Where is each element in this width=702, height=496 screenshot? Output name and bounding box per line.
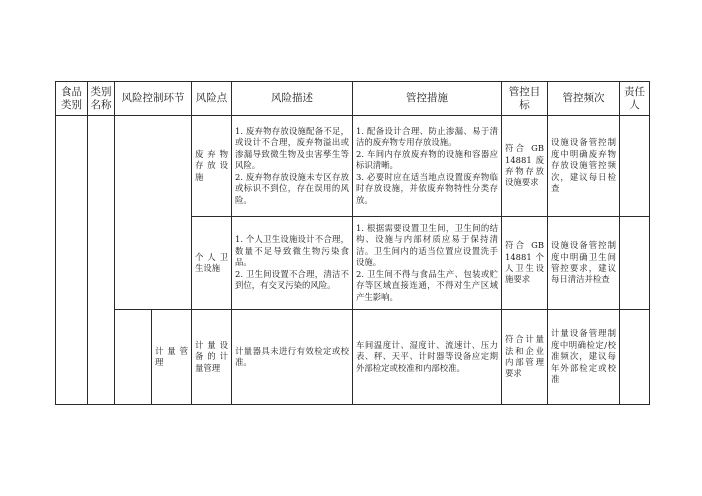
risk-description-cell	[232, 116, 353, 217]
control-frequency-cell: 计量设备管理制度中明确检定/校准频次，建议每年外部检定或校准	[548, 310, 620, 405]
header-control-target: 管控目标	[502, 82, 548, 116]
category-name-cell	[88, 116, 115, 405]
risk-description-cell	[232, 217, 353, 310]
control-measures-cell	[353, 116, 502, 217]
header-control-measures: 管控措施	[353, 82, 502, 116]
control-target-cell: 符合计量法和企业内部管理要求	[502, 310, 548, 405]
header-row	[56, 82, 650, 116]
header-responsible-person: 责任人	[620, 82, 650, 116]
measure-line: 车间温度计、湿度计、流速计、压力表、秤、天平、计时器等设备应定期外部检定或校准和内部校准。	[356, 339, 498, 373]
responsible-cell	[620, 116, 650, 217]
description-line: 计量器具未进行有效检定或校准。	[235, 345, 349, 367]
control-target-cell: 符合 GB 14881 废弃物存放设施要求	[502, 116, 548, 217]
control-frequency-cell: 设施设备管控制度中明确废弃物存放设施管控频次，建议每日检查	[548, 116, 620, 217]
measure-line: 2. 卫生间不得与食品生产、包装或贮存等区域直接连通，不得对生产区域产生影响。	[356, 268, 498, 302]
risk-control-table	[55, 81, 650, 405]
risk-link-cell	[115, 116, 192, 310]
table-row	[56, 310, 650, 405]
measure-line: 2. 车间内存放废弃物的设施和容器应标识清晰。	[356, 148, 498, 171]
responsible-cell	[620, 310, 650, 405]
header-risk-point: 风险点	[192, 82, 232, 116]
link-spacer-cell	[115, 310, 152, 405]
risk-link-cell: 计量管理	[152, 310, 192, 405]
header-control-frequency: 管控频次	[548, 82, 620, 116]
risk-point-cell: 个人卫生设施	[192, 217, 232, 310]
control-measures-cell	[353, 310, 502, 405]
description-line: 1. 个人卫生设施设计不合理，数量不足导致微生物污染食品。	[235, 234, 349, 268]
risk-point-cell: 计量设备的计量管理	[192, 310, 232, 405]
description-line: 2. 废弃物存放设施未专区存放或标识不到位，存在误用的风险。	[235, 171, 349, 205]
measure-line: 1. 根据需要设置卫生间，卫生间的结构、设施与内部材质应易于保持清洁。卫生间内的适当位置应设置洗手设施。	[356, 223, 498, 268]
food-category-cell	[56, 116, 88, 405]
control-frequency-cell: 设施设备管控制度中明确卫生间管控要求，建议每日清洁并检查	[548, 217, 620, 310]
measure-line: 3. 必要时应在适当地点设置废弃物临时存放设施，并依废弃物特性分类存放。	[356, 171, 498, 205]
control-measures-cell	[353, 217, 502, 310]
header-risk-description: 风险描述	[232, 82, 353, 116]
table-row	[56, 116, 650, 217]
risk-description-cell	[232, 310, 353, 405]
responsible-cell	[620, 217, 650, 310]
header-category-name: 类别名称	[88, 82, 115, 116]
header-risk-control-link: 风险控制环节	[115, 82, 192, 116]
description-line: 1. 废弃物存放设施配备不足，或设计不合理，废弃物溢出或渗漏导致微生物及虫害孳生等风险。	[235, 126, 349, 171]
header-food-category: 食品类别	[56, 82, 88, 116]
risk-point-cell: 废弃物存放设施	[192, 116, 232, 217]
control-target-cell: 符合 GB 14881 个人卫生设施要求	[502, 217, 548, 310]
measure-line: 1. 配备设计合理、防止渗漏、易于清洁的废弃物专用存放设施。	[356, 126, 498, 148]
description-line: 2. 卫生间设置不合理，清洁不到位，有交叉污染的风险。	[235, 268, 349, 291]
